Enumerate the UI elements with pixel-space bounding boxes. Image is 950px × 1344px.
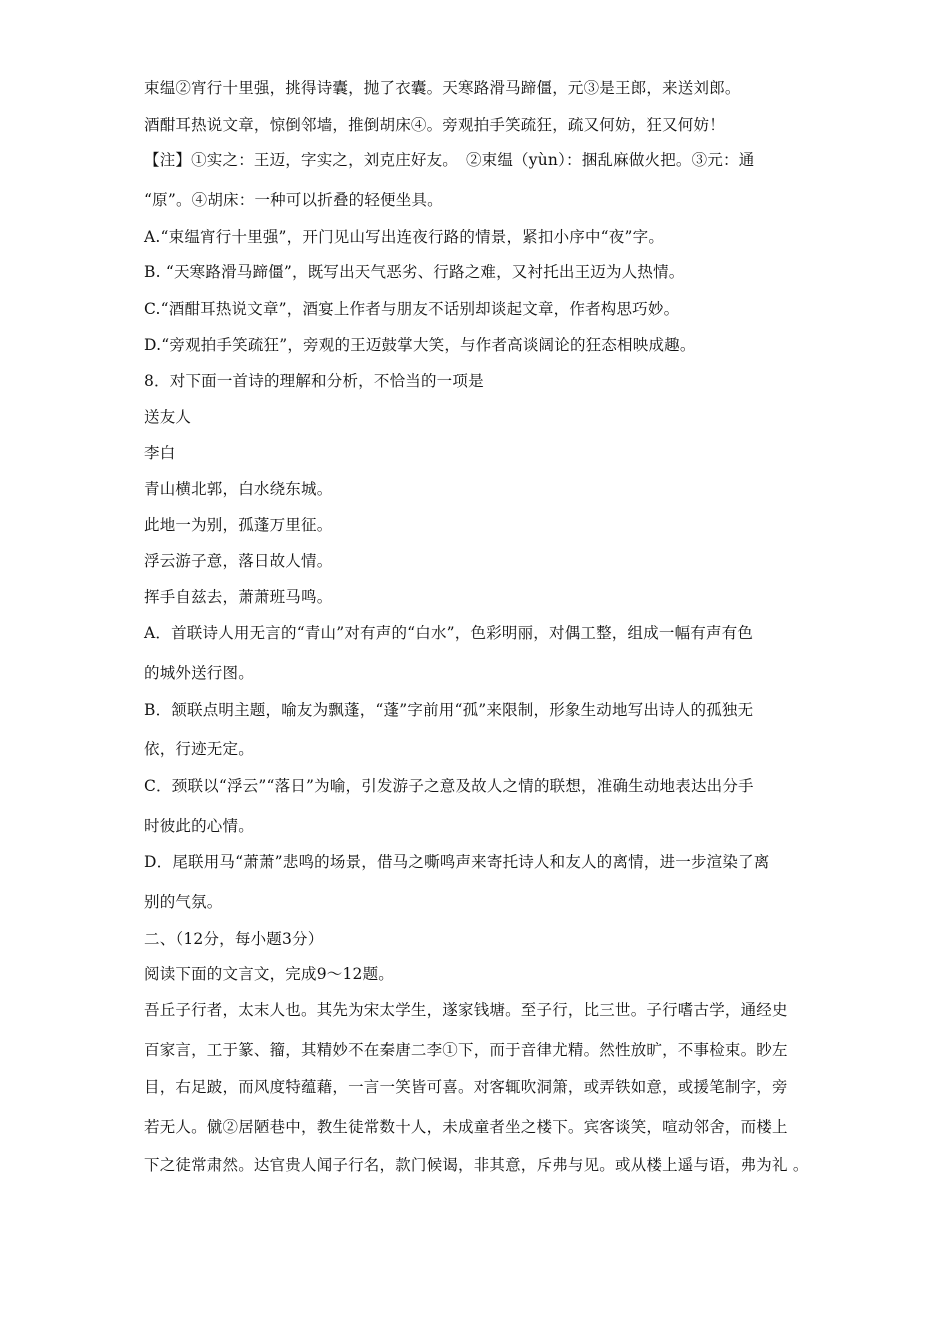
- option-b-q8-line-1: B．颔联点明主题，喻友为飘蓬，“蓬”字前用“孤”来限制，形象生动地写出诗人的孤独无: [144, 701, 754, 719]
- passage-line-2: 百家言，工于篆、籀，其精妙不在秦唐二李①下，而于音律尤精。然性放旷，不事检束。眇左: [144, 1041, 788, 1059]
- passage-line-3: 目，右足跛，而风度特蕴藉，一言一笑皆可喜。对客辄吹洞箫，或弄铁如意，或援笔制字，旁: [144, 1078, 788, 1096]
- section-two-heading: 二、（12分，每小题3分）: [144, 930, 324, 948]
- poem-verse-4: 挥手自兹去，萧萧班马鸣。: [144, 588, 333, 606]
- option-d-q7: D.“旁观拍手笑疏狂”，旁观的王迈鼓掌大笑，与作者高谈阔论的狂态相映成趣。: [144, 336, 696, 354]
- option-a-q8-line-2: 的城外送行图。: [144, 664, 254, 682]
- passage-line-4: 若无人。僦②居陋巷中，教生徒常数十人，未成童者坐之楼下。宾客谈笑，喧动邻舍，而楼上: [144, 1118, 788, 1136]
- poem-verse-1: 青山横北郭，白水绕东城。: [144, 480, 333, 498]
- passage-line-5: 下之徒常肃然。达官贵人闻子行名，款门候谒，非其意，斥弗与见。或从楼上遥与语，弗为礼 。: [144, 1156, 809, 1174]
- poem-verse-3: 浮云游子意，落日故人情。: [144, 552, 333, 570]
- option-a-q8-line-1: A．首联诗人用无言的“青山”对有声的“白水”，色彩明丽，对偶工整，组成一幅有声有色: [144, 624, 754, 642]
- reading-instruction: 阅读下面的文言文，完成9～12题。: [144, 965, 394, 983]
- option-c-q8-line-2: 时彼此的心情。: [144, 817, 254, 835]
- option-b-q8-line-2: 依，行迹无定。: [144, 740, 254, 758]
- annotation-line-1: 【注】①实之：王迈，字实之，刘克庄好友。 ②束缊（yùn）：捆乱麻做火把。③元：通: [144, 151, 755, 169]
- poem-author: 李白: [144, 444, 176, 462]
- poem-line-1: 束缊②宵行十里强，挑得诗囊，抛了衣囊。天寒路滑马蹄僵，元③是王郎，来送刘郎。: [144, 79, 741, 97]
- option-d-q8-line-2: 别的气氛。: [144, 893, 223, 911]
- poem-verse-2: 此地一为别，孤蓬万里征。: [144, 516, 333, 534]
- annotation-line-2: “原”。④胡床：一种可以折叠的轻便坐具。: [144, 191, 443, 209]
- poem-line-2: 酒酣耳热说文章，惊倒邻墙，推倒胡床④。旁观拍手笑疏狂，疏又何妨，狂又何妨！: [144, 116, 725, 134]
- question-8: 8．对下面一首诗的理解和分析，不恰当的一项是: [144, 372, 484, 390]
- passage-line-1: 吾丘子行者，太末人也。其先为宋太学生，遂家钱塘。至子行，比三世。子行嗜古学，通经史: [144, 1001, 788, 1019]
- poem-title: 送友人: [144, 408, 192, 426]
- option-b-q7: B. “天寒路滑马蹄僵”，既写出天气恶劣、行路之难，又衬托出王迈为人热情。: [144, 263, 685, 281]
- option-a-q7: A.“束缊宵行十里强”，开门见山写出连夜行路的情景，紧扣小序中“夜”字。: [144, 228, 665, 246]
- option-c-q8-line-1: C．颈联以“浮云”“落日”为喻，引发游子之意及故人之情的联想，准确生动地表达出分手: [144, 777, 754, 795]
- option-d-q8-line-1: D．尾联用马“萧萧”悲鸣的场景，借马之嘶鸣声来寄托诗人和友人的离情，进一步渲染了离: [144, 853, 770, 871]
- option-c-q7: C.“酒酣耳热说文章”，酒宴上作者与朋友不话别却谈起文章，作者构思巧妙。: [144, 300, 680, 318]
